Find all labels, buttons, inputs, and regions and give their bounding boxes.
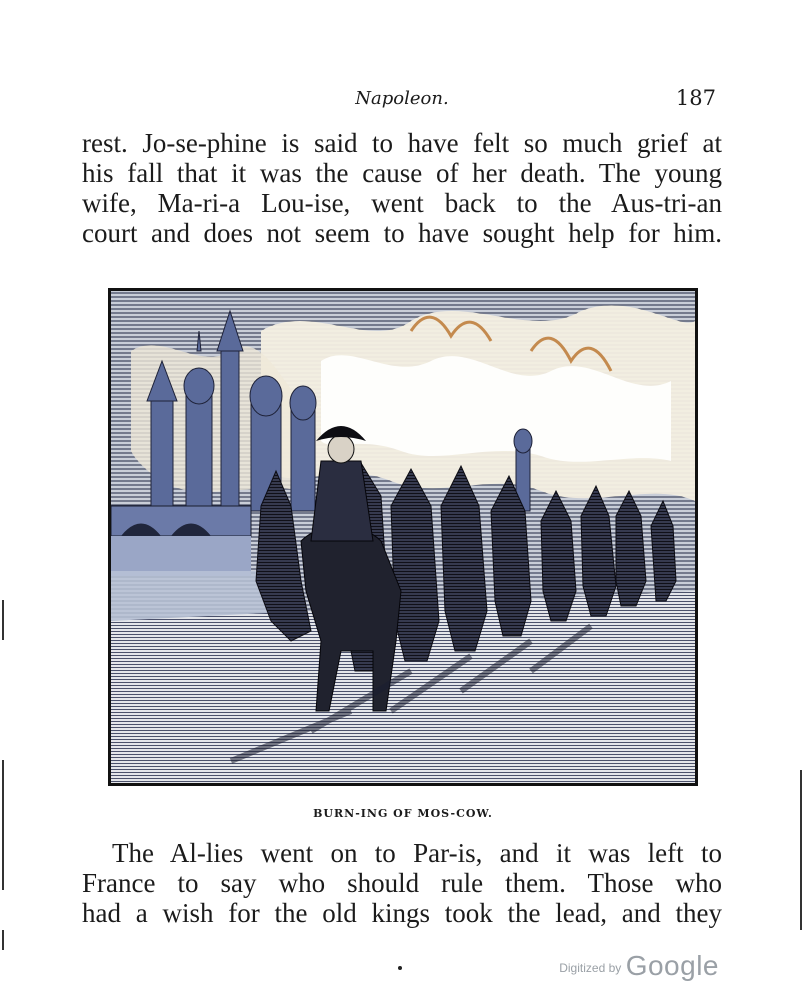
bridge bbox=[111, 506, 251, 576]
text-line: had a wish for the old kings took the lead, and they bbox=[82, 898, 722, 928]
google-logo: Google bbox=[625, 950, 719, 981]
digitized-watermark bbox=[559, 950, 719, 982]
scan-speck bbox=[398, 966, 402, 970]
text-line: his fall that it was the cause of her death. The young bbox=[82, 158, 722, 188]
watermark-prefix: Digitized by bbox=[559, 961, 622, 975]
text-line: France to say who should rule them. Those who bbox=[82, 868, 722, 898]
page-number: 187 bbox=[675, 86, 716, 110]
text-line: The Al-lies went on to Par-is, and it was left to bbox=[112, 838, 722, 868]
paragraph-top bbox=[82, 128, 722, 248]
running-title: Napoleon. bbox=[355, 88, 449, 109]
engraving-illustration bbox=[108, 288, 698, 786]
figure-caption: BURN-ING OF MOS-COW. bbox=[313, 807, 493, 820]
text-line: wife, Ma-ri-a Lou-ise, went back to the Aus-tri-an bbox=[82, 188, 722, 218]
text-line: rest. Jo-se-phine is said to have felt so much grief at bbox=[82, 128, 722, 158]
text-line: court and does not seem to have sought help for him. bbox=[82, 218, 722, 248]
running-head bbox=[82, 86, 722, 114]
engraving-image bbox=[111, 291, 695, 783]
paragraph-bottom bbox=[82, 838, 722, 928]
